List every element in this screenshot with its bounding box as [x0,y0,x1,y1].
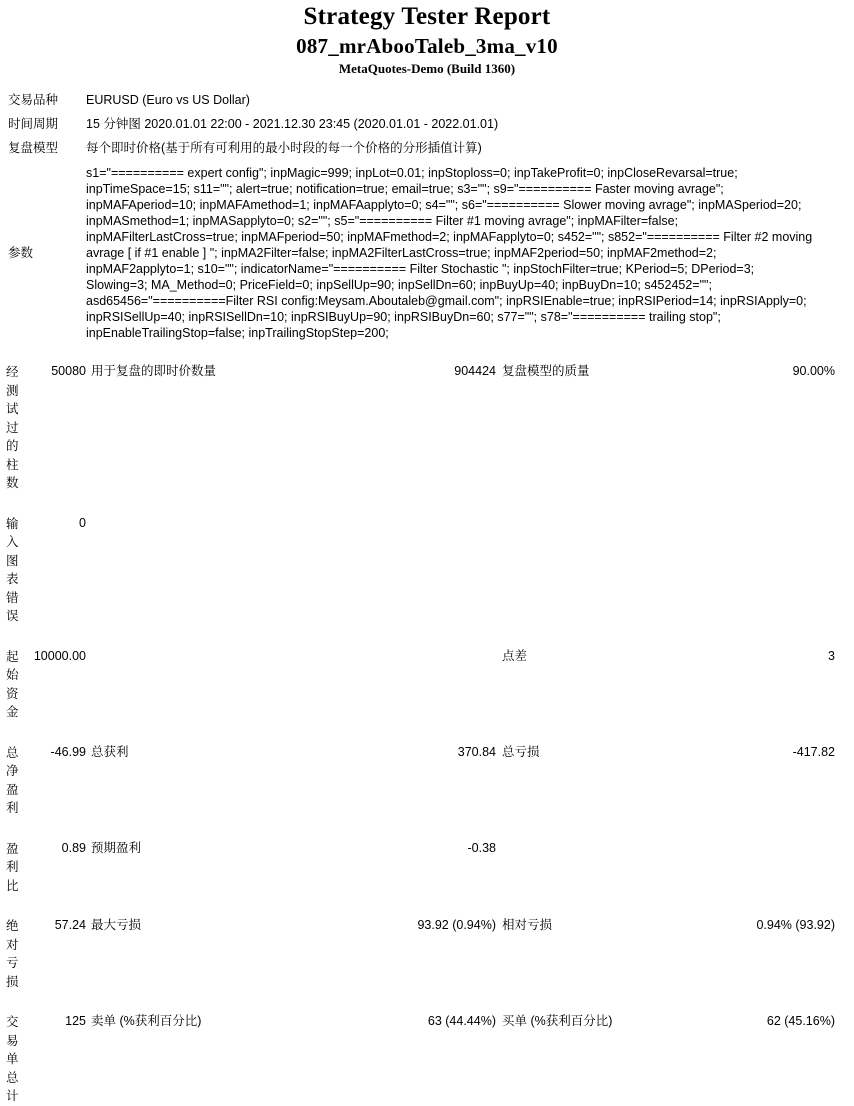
grossloss-label: 总亏损 [502,744,540,759]
period-label: 时间周期 [8,117,59,131]
absdrawdown-label: 绝对亏损 [6,919,19,989]
reldrawdown-label: 相对亏损 [502,918,553,932]
netprofit-value: -46.99 [50,744,86,759]
absdrawdown-value: 57.24 [54,918,86,932]
bars-label-cell [0,347,28,493]
ticks-label: 用于复盘的即时价数量 [91,364,217,378]
expert-name-title: 087_mrAbooTaleb_3ma_v10 [296,34,558,58]
page-title: Strategy Tester Report [303,3,551,30]
expectedpayoff-value: -0.38 [467,840,496,855]
deposit-spacer-1 [86,626,371,722]
spread-label: 点差 [502,648,528,663]
totaltrades-label-cell [0,991,28,1106]
longpositions-label: 买单 (%获利百分比) [502,1014,613,1028]
maxdrawdown-value: 93.92 (0.94%) [417,918,496,932]
shortpositions-label: 卖单 (%获利百分比) [91,1014,202,1028]
parameters-value: s1="========== expert config"; inpMagic=999; inpLot=0.01; inpStoploss=0; inpTakeProfit=0; inpCloseRevarsal=true; inpTimeSpace=15; s11=""; alert=true; notification=true; email=true; s3=""; s9="========== Faster moving avrage"; inpMAFAperiod=10; inpMAFAmethod=1; inpMAFAapplyto=0; s4=""; s6="========== Slower moving avrage"; inpMASperiod=20; inpMASmethod=1; inpMASapplyto=0; s2=""; s5="========== Filter #1 moving avrage"; inpMAFilter=false; inpMAFilterLastCross=true; inpMAFperiod=50; inpMAFmethod=2; inpMAFapplyto=0; s452=""; s852="========== Filter #2 moving avrage [ if #1 enable ] "; inpMA2Filter=false; inpMA2FilterLastCross=true; inpMAF2period=50; inpMAF2method=2; inpMAF2applyto=1; s10=""; indicatorName="========== Filter Stochastic "; inpStochFilter=true; KPeriod=5; DPeriod=3; Slowing=3; MA_Method=0; PriceField=0; inpSellUp=90; inpSellDn=60; inpBuyUp=40; inpBuyDn=10; s452452=""; asd65456="==========Filter RSI config:Meysam.Aboutaleb@gmail.com"; inpRSIEnable=true; inpRSIPeriod=14; inpRSIApply=0; inpRSISellUp=40; inpRSISellDn=10; inpRSIBuyUp=90; inpRSIBuyDn=60; s77=""; s78="========== trailing stop"; inpEnableTrailingStop=false; inpTrailingStopStep=200; [86,166,813,340]
table-row-netprofit [0,722,854,818]
quality-label: 复盘模型的质量 [502,364,590,378]
errors-spacer-2 [371,493,496,626]
grossprofit-label: 总获利 [91,744,129,759]
totaltrades-value: 125 [65,1014,86,1028]
errors-spacer-3 [496,493,702,626]
quality-value: 90.00% [792,364,835,378]
period-value: 15 分钟图 2020.01.01 22:00 - 2021.12.30 23:45 (2020.01.01 - 2022.01.01) [86,117,499,131]
reldrawdown-value: 0.94% (93.92) [756,918,835,932]
table-row-trades [0,991,854,1106]
deposit-label-cell [0,626,28,722]
ticks-value: 904424 [454,364,496,378]
table-row-parameters [0,165,854,341]
netprofit-label: 总净盈利 [6,745,19,815]
maxdrawdown-label: 最大亏损 [91,918,142,932]
shortpositions-value: 63 (44.44%) [427,1014,496,1028]
grossloss-value: -417.82 [792,744,835,759]
spread-value: 3 [828,648,835,663]
deposit-value: 10000.00 [33,648,86,663]
profitfactor-spacer-2 [702,818,854,896]
errors-label: 输入图表错误 [6,516,19,623]
symbol-label: 交易品种 [8,93,59,107]
report-parameters-table [0,165,854,341]
table-row-model [0,136,854,160]
report-stats-table [0,347,854,1106]
errors-value: 0 [79,515,86,530]
report-info-table [0,88,854,160]
bars-label: 经测试过的柱数 [6,365,19,490]
grossprofit-value: 370.84 [457,744,496,759]
model-label: 复盘模型 [8,141,59,155]
errors-spacer-1 [86,493,371,626]
errors-spacer-4 [702,493,854,626]
profitfactor-spacer-1 [496,818,702,896]
errors-label-cell [0,493,28,626]
spread-empty-value [371,626,496,722]
table-row-period [0,112,854,136]
profitfactor-value: 0.89 [61,840,86,855]
table-row-deposit [0,626,854,722]
expectedpayoff-label: 预期盈利 [91,840,142,855]
table-row-drawdown [0,895,854,991]
table-row-errors [0,493,854,626]
profitfactor-label-cell [0,818,28,896]
table-row-symbol [0,88,854,112]
netprofit-label-cell [0,722,28,818]
deposit-label: 起始资金 [6,649,19,719]
profitfactor-label: 盈利比 [6,841,19,893]
totaltrades-label: 交易单总计 [6,1015,19,1103]
model-value: 每个即时价格(基于所有可利用的最小时段的每一个价格的分形插值计算) [86,141,482,155]
table-row-profitfactor [0,818,854,896]
absdrawdown-label-cell [0,895,28,991]
parameters-label: 参数 [8,246,34,260]
symbol-value: EURUSD (Euro vs US Dollar) [86,93,250,107]
bars-value: 50080 [51,364,86,378]
longpositions-value: 62 (45.16%) [766,1014,835,1028]
report-header [0,0,854,78]
server-build-subtitle: MetaQuotes-Demo (Build 1360) [338,61,516,76]
table-row-bars [0,347,854,493]
